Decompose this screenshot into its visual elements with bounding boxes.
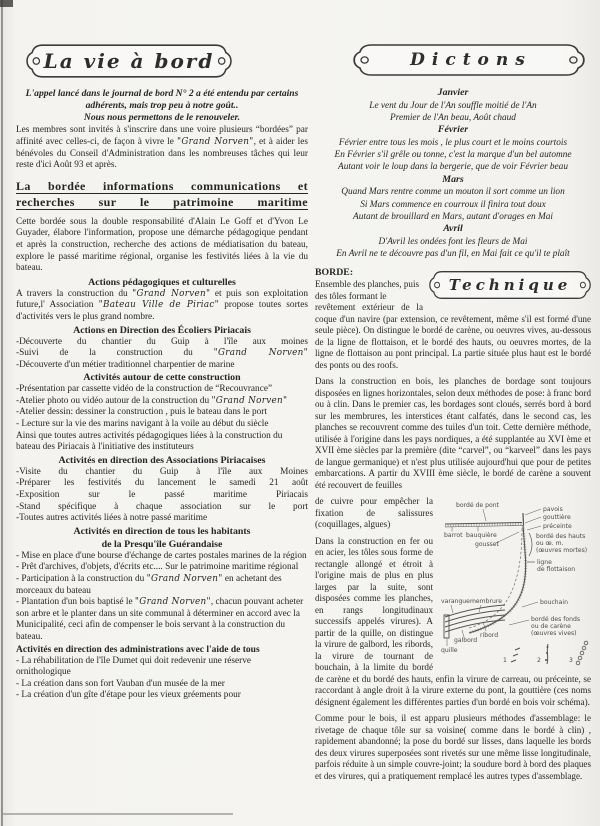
subheading-associations: Activités en direction des Associations Piriacaises: [58, 454, 266, 466]
dictons-plaque: [353, 42, 585, 78]
diagram-label: varangue: [441, 598, 470, 606]
diagram-label: 3: [569, 657, 573, 665]
boat-name: "Grand Norven": [211, 395, 288, 406]
diagram-label: (œuvres vives): [531, 630, 577, 638]
ainsi-paragraph: Ainsi que toutes autres activités pédagogiques liées à la construction du bateau des Piriacais à l'initiative des instituteurs: [16, 430, 283, 453]
list-item: - La réhabilitation de l'île Dumet qui doit redevenir une réserve ornithologique: [16, 655, 252, 678]
subheading-autour-construction: Activités autour de cette construction: [83, 372, 241, 384]
diagram-label: gouttière: [543, 514, 571, 522]
dicton-line: En Février s'il grêle ou tonne, c'est la marque d'un bel automne: [334, 150, 572, 161]
list-item: - Mise en place d'une bourse d'échange de cartes postales marines de la région: [16, 550, 307, 561]
section-title-la-vie-a-bord: La vie à bord: [43, 49, 215, 73]
diagram-label: bordé des fonds: [531, 616, 581, 624]
diagram-label: 1: [503, 657, 507, 665]
dicton-line: Le vent du Jour de l'An souffle moitié de l'An: [369, 100, 537, 111]
month-heading: Avril: [443, 223, 463, 235]
intro-paragraph: L'appel lancé dans le journal de bord N° 2 a été entendu par certains adhérents, mais trop peu à notre goût..: [25, 88, 299, 111]
diagram-label: barrot: [444, 532, 463, 540]
list-item: -Préparer les festivités du lancement le samedi 21 août: [16, 478, 308, 489]
diagram-label: ou de carène: [531, 623, 571, 631]
scan-edge-artifact: [1, 0, 3, 826]
list-item: - Lecture sur la vie des marins navigant à la voile au début du siècle: [16, 419, 269, 430]
iron-construction-paragraph: Dans la construction en fer ou en acier, les tôles sous forme de rectangle allongé et étroit à l'origine mais de plus en plus larges par la suite, sont disposées comme les planches, en rangs longitudinaux successifs appelés virures). A partir de la quille, on distingue la virure de galbord, les ribords, la virure de tournant de bouchain, à la limite du bordé de carène et du bordé des hauts, enfin la virure de carreau, ou préceinte, se raccordant à angle droit à la virure externe du pont, la gouttière (ces noms désignent également les différentes parties d'un bordé en bois voir schéma).: [315, 535, 591, 707]
diagram-label: ligne: [537, 559, 552, 567]
article-heading: La bordée informations communications et recherches sur le patrimoine maritime: [16, 178, 308, 210]
dicton-line: Février entre tous les mois , le plus court et le moins courtois: [338, 137, 568, 148]
boat-name: "Grand Norven": [134, 597, 211, 608]
dicton-line: Premier de l'An beau, Août chaud: [390, 112, 516, 123]
diagram-label: 2: [537, 657, 541, 665]
dicton-line: Quand Mars rentre comme un mouton il sort comme un lion: [341, 187, 565, 198]
subheading-habitants-2: de la Presqu'île Guérandaise: [101, 538, 223, 550]
diagram-label: pavois: [543, 506, 563, 514]
scan-bottom-artifact: [3, 813, 233, 815]
dicton-line: En Avril ne te découvre pas d'un fil, en Mai fait ce qu'il te plaît: [336, 249, 570, 260]
bordee-paragraph: Cette bordée sous la double responsabilité d'Alain Le Goff et d'Yvon Le Guyader, élabore l'information, propose une démarche pédagogique pendant et après la construction, recherche des actions de médiatisation du bateau, explore le passé maritime régional, organise les festivités liées à la vie du bateau.: [16, 216, 308, 274]
definition-body: revêtement extérieur de la coque d'un navire (par extension, ce revêtement, même s'il est formé d'une seule pièce). On distingue le bordé de carène, ou oeuvres vives, au-dessous de la ligne de flottaison, et le bordé des hauts, ou oeuvres mortes, de la ligne de flottaison au pont principal. La partie située plus haut est le bordé des ponts ou des roofs.: [315, 302, 591, 370]
diagram-label: bordé des hauts: [536, 533, 586, 541]
dicton-line: Autant voir le loup dans la bergerie, que de voir Février beau: [338, 162, 568, 173]
subheading-actions-pedagogiques: Actions pédagogiques et culturelles: [88, 276, 236, 288]
list-item: -Découverte d'un métier traditionnel charpentier de marine: [16, 359, 235, 370]
subheading-ecoliers: Actions en Direction des Écoliers Piriacais: [73, 324, 251, 336]
subheading-administrations: Activités en direction des administrations avec l'aide de tous: [16, 644, 260, 655]
list-item: -Stand spécifique à chaque association sur le port: [16, 501, 308, 512]
month-heading: Janvier: [437, 87, 469, 98]
section-title-dictons: Dictons: [410, 50, 532, 70]
wood-construction-paragraph: Dans la construction en bois, les planches de bordage sont toujours disposées en lignes horizontales, selon deux méthodes de pose: à franc bord ou à clin. Dans le premier cas, les bordages sont cloués, serrés bord à bord sur les membrures, les interstices étant calfatés, dans le second cas, les planches se recouvrent comme des tuiles d'un toit. Cette dernière méthode, utilisée à l'origine dans les pays nordiques, a été supplantée au XVI ème et XVII ème siècles par la première (dite “carvel”, ou “karveel” dans les pays de langue germanique) et n'est plus utilisée aujourd'hui que pour de petites embarcations. A partir du XVIII ème siècle, le bordé de carène a souvent été recouvert de feuilles: [315, 376, 591, 490]
intro-paragraph: Nous nous permettons de le renouveler.: [83, 111, 241, 123]
list-item: -Suivi de la construction du "Grand Norven": [16, 348, 308, 359]
diagram-label: ribord: [480, 632, 499, 640]
diagram-label: bouchain: [540, 599, 568, 607]
hull-diagram-svg: [439, 496, 591, 668]
list-item: - Participation à la construction du "Grand Norven" en achetant des morceaux du bateau: [16, 574, 282, 596]
diagram-label: galbord: [454, 637, 478, 645]
dictons-list: [315, 87, 591, 260]
diagram-label: ou œ. m.: [536, 540, 564, 548]
definition-term: BORDE:: [315, 267, 354, 279]
association-name: "Bateau Ville de Piriac": [98, 300, 219, 311]
month-heading: Mars: [442, 173, 464, 185]
list-item: -Atelier photo ou vidéo autour de la construction du "Grand Norven": [16, 395, 288, 406]
dicton-line: D'Avril les ondées font les fleurs de Mai: [378, 236, 528, 247]
diagram-label: (œuvres mortes): [536, 547, 588, 555]
members-paragraph: Les membres sont invités à s'inscrire dans une voire plusieurs “bordées” par affinité avec celles-ci, de façon à vivre le "Grand Norven", et à aider les bénévoles du Conseil d'Administration dans les nombreuses tâches qui leur reste d'ici Août 93 et après.: [16, 125, 308, 171]
definition-lead: Ensemble des planches, puis des tôles formant le: [315, 279, 420, 301]
diagram-label: de flottaison: [537, 566, 576, 574]
hull-cross-section-diagram: [439, 496, 591, 668]
right-column: [315, 42, 591, 787]
subheading-habitants: Activités en direction de tous les habitants: [73, 525, 251, 537]
left-column: [16, 42, 308, 702]
dicton-line: Autant de brouillard en Mars, autant d'orages en Mai: [353, 211, 553, 222]
diagram-label: gousset: [475, 541, 499, 549]
technique-plaque: [429, 269, 591, 301]
list-item: -Découverte du chantier du Guip à l'île aux moines: [16, 336, 308, 347]
boat-name: "Grand Norven": [176, 136, 254, 147]
list-item: -Exposition sur le passé maritime Piriacais: [16, 490, 308, 501]
boat-name: "Grand Norven": [132, 288, 211, 299]
travers-paragraph: A travers la construction du "Grand Norven" et puis son exploitation future,l' Association "Bateau Ville de Piriac" propose toutes sortes d'activités vers le plus grand nombre.: [16, 288, 308, 322]
diagram-label: quille: [441, 647, 458, 655]
list-item: -Toutes autres activités liées à notre passé maritime: [16, 513, 208, 524]
list-item: -Présentation par cassette vidéo de la construction de “Recouvrance”: [16, 384, 273, 395]
dicton-line: Si Mars commence en courroux il finira tout doux: [360, 199, 546, 210]
boat-name: "Grand Norven": [213, 348, 308, 359]
list-item: - La création d'un gîte d'étape pour les vieux gréements pour: [16, 690, 241, 701]
technique-section: [315, 267, 591, 782]
diagram-label: préceinte: [543, 523, 572, 531]
section-title-technique: Technique: [448, 276, 572, 295]
assembly-paragraph: Comme pour le bois, il est apparu plusieurs méthodes d'assemblage: le rivetage de chaque tôle sur sa voisine( comme dans le bordé à clin) , rapidement abandonné; la pose du bordé sur lisses, dans laquelle les bords des deux virures superposées sont rivetés sur une même lisse longitudinale, parfois réduite à un simple couvre-joint; la soudure bord à bord des plaques et des virures, qui a pratiquement remplacé les autres types d'assemblage.: [315, 713, 591, 781]
diagram-label: bordé de pont: [456, 502, 499, 510]
boat-name: "Grand Norven": [146, 574, 223, 585]
scan-corner-artifact: [0, 0, 13, 7]
list-item: -Atelier dessin: dessiner la construction , puis le bateau dans le port: [16, 407, 267, 418]
la-vie-a-bord-plaque: [26, 42, 232, 80]
list-item: - La création dans son fort Vauban d'un musée de la mer: [16, 678, 225, 689]
copper-paragraph: de cuivre pour empêcher la fixation de salissures (coquillages, algues): [315, 496, 433, 530]
list-item: - Plantation d'un bois baptisé le "Grand Norven", chacun pouvant acheter son arbre et le planter dans un site communal à déterminer en accord avec la Municipalité, ceci afin de compenser le bois servant à la construction du bateau.: [16, 597, 304, 642]
list-item: - Prêt d'archives, d'objets, d'écrits etc.... Sur le patrimoine maritime régional: [16, 562, 299, 573]
list-item: -Visite du chantier du Guip à l'île aux Moines: [16, 466, 308, 477]
diagram-label: bauquière: [466, 532, 497, 540]
month-heading: Février: [437, 124, 469, 136]
diagram-label: membrure: [470, 598, 502, 606]
